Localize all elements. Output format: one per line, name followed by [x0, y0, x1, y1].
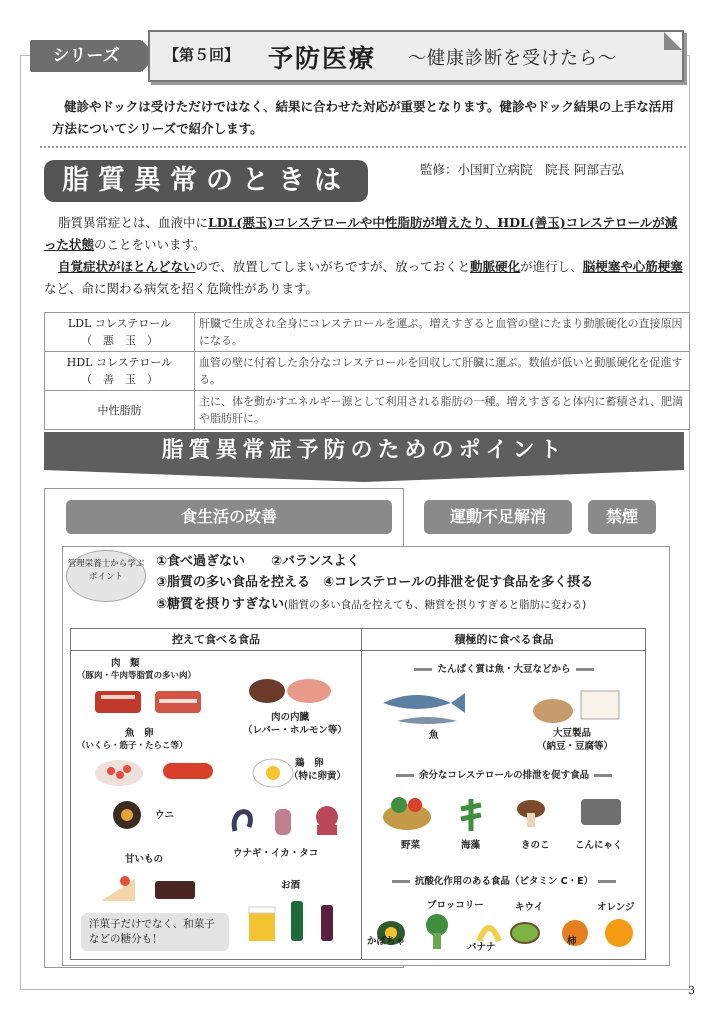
- label-egg: 鶏 卵: [295, 758, 324, 769]
- food-grid: [70, 628, 646, 960]
- label-persimmon: 柿: [567, 936, 577, 947]
- tab-exercise: 運動不足解消: [424, 500, 572, 534]
- label-broccoli: ブロッコリー: [427, 900, 484, 911]
- eel-squid-octopus-icon: [227, 801, 351, 841]
- p1-underlined: LDL(悪玉)コレステロールや中性脂肪が増えたり、HDL(善玉)コレステロールが減った状態: [44, 215, 678, 252]
- label-soy: 大豆製品: [553, 728, 592, 739]
- page-fold: [664, 32, 682, 50]
- table-key: [45, 313, 195, 352]
- table-key-sub: （ 悪 玉 ）: [81, 334, 158, 347]
- avoid-foods-header: 控えて食べる食品: [71, 629, 361, 651]
- lipid-definition-table: [44, 312, 690, 430]
- points-line-1: [156, 552, 360, 572]
- label-konjac: こんにゃく: [575, 840, 623, 851]
- fiber-foods-icon: [381, 791, 631, 833]
- p2-underlined-2: 動脈硬化: [470, 259, 521, 274]
- episode-label: 【第５回】: [164, 46, 240, 64]
- alcohol-icon: [243, 895, 353, 945]
- points-line-3: [156, 595, 586, 615]
- tab-no-smoking: 禁煙: [588, 500, 656, 534]
- point-5: ⑤糖質を摂りすぎない: [156, 597, 285, 612]
- section-title-dyslipidemia: 脂質異常のときは: [44, 160, 368, 202]
- p2-underlined-3: 脳梗塞や心筋梗塞: [582, 259, 683, 274]
- supervisor-credit: 監修：小国町立病院 院長 阿部吉弘: [420, 162, 624, 177]
- points-line-2: [156, 573, 593, 593]
- sweets-note: 洋菓子だけでなく、和菓子などの糖分も！: [81, 913, 229, 951]
- label-fish-roe: 魚 卵: [125, 728, 154, 739]
- table-row: [45, 391, 690, 430]
- definition-paragraph: [44, 212, 684, 256]
- label-sea-urchin: ウニ: [155, 810, 175, 821]
- label-alcohol: お酒: [281, 880, 301, 891]
- label-mushroom: きのこ: [521, 840, 550, 851]
- point-1: ①食べ過ぎない: [156, 554, 246, 569]
- point-4: ④コレステロールの排泄を促す食品を多く摂る: [323, 575, 594, 590]
- p2-text-1: ので、放置してしまいがちですが、放っておくと: [195, 259, 471, 274]
- p1-text: 脂質異常症とは、血液中に: [58, 215, 209, 230]
- dotted-divider: [40, 146, 686, 148]
- table-key: [45, 391, 195, 430]
- page-title: 予防医療: [268, 44, 377, 73]
- label-fish-roe-sub: （いくら・筋子・たらこ等）: [77, 741, 188, 751]
- label-eel-squid-octopus: ウナギ・イカ・タコ: [233, 848, 319, 859]
- label-sweets: 甘いもの: [125, 854, 164, 865]
- table-row: [45, 313, 690, 352]
- sweets-icon: [95, 867, 205, 907]
- label-banana: バナナ: [467, 942, 496, 953]
- sea-urchin-icon: [107, 797, 147, 833]
- p2-text-2: が進行し、: [520, 259, 583, 274]
- label-egg-sub: （特に卵黄）: [289, 771, 347, 782]
- label-meat: 肉 類: [111, 658, 140, 669]
- table-key-sub: （ 善 玉 ）: [81, 373, 158, 386]
- subheader-cholesterol: 余分なコレステロールの排泄を促す食品: [367, 769, 641, 782]
- soy-products-icon: [527, 681, 627, 727]
- dietitian-bubble: 管理栄養士から学ぶポイント: [66, 550, 146, 602]
- table-key-name: HDL コレステロール: [66, 356, 173, 369]
- point-5-note: (脂質の多い食品を控えても、糖質を摂りすぎると脂肪に変わる): [284, 599, 587, 611]
- table-value: 肝臓で生成され全身にコレステロールを運ぶ。増えすぎると血管の壁にたまり動脈硬化の直接原因になる。: [195, 313, 690, 352]
- intro-text: 健診やドックは受けただけではなく、結果に合わせた対応が重要となります。健診やドック結果の上手な活用方法についてシリーズで紹介します。: [52, 99, 674, 136]
- label-vegetables: 野菜: [401, 840, 421, 851]
- label-pumpkin: かぼちゃ: [367, 936, 406, 947]
- fish-icon: [377, 683, 487, 733]
- label-kiwi: キウイ: [515, 902, 544, 913]
- label-soy-sub: （納豆・豆腐等）: [537, 741, 614, 752]
- table-key: [45, 352, 195, 391]
- p1-text-end: のことをいいます。: [94, 237, 206, 252]
- label-meat-sub: （豚肉・牛肉等脂質の多い肉）: [77, 671, 197, 681]
- tab-diet: 食生活の改善: [66, 500, 392, 534]
- p2-underlined-1: 自覚症状がほとんどない: [58, 259, 196, 274]
- table-row: [45, 352, 690, 391]
- point-3: ③脂質の多い食品を控える: [156, 575, 311, 590]
- label-orange: オレンジ: [597, 902, 635, 913]
- subheader-protein: たんぱく質は魚・大豆などから: [367, 663, 641, 676]
- label-seaweed: 海藻: [461, 840, 481, 851]
- organ-meat-icon: [247, 673, 337, 707]
- risk-paragraph: [44, 256, 684, 300]
- series-tab: シリーズ: [30, 40, 142, 72]
- table-key-name: 中性脂肪: [97, 403, 142, 417]
- point-2: ②バランスよく: [271, 554, 360, 569]
- column-divider: [361, 629, 362, 959]
- page-subtitle: 〜健康診断を受けたら〜: [408, 48, 617, 69]
- table-key-name: LDL コレステロール: [67, 317, 172, 330]
- meat-icon: [91, 685, 221, 717]
- table-value: 血管の壁に付着した余分なコレステロールを回収して肝臓に運ぶ。数値が低いと動脈硬化を促進する。: [195, 352, 690, 391]
- fish-roe-icon: [93, 755, 223, 789]
- antioxidant-foods-icon: [375, 911, 641, 951]
- section-title-prevention: 脂質異常症予防のためのポイント: [44, 432, 684, 470]
- table-value: 主に、体を動かすエネルギー源として利用される脂肪の一種。増えすぎると体内に蓄積され、肥満や脂肪肝に。: [195, 391, 690, 430]
- label-organ-meat-sub: （レバー・ホルモン等）: [243, 725, 347, 736]
- label-fish: 魚: [429, 730, 439, 741]
- header-banner: [148, 30, 684, 82]
- p2-text-3: など、命に関わる病気を招く危険性があります。: [44, 281, 319, 296]
- label-organ-meat: 肉の内臓: [271, 712, 310, 723]
- page-number: 3: [688, 984, 695, 997]
- subheader-antioxidant: 抗酸化作用のある食品（ビタミン C・E）: [367, 875, 641, 888]
- recommended-foods-header: 積極的に食べる食品: [362, 629, 646, 651]
